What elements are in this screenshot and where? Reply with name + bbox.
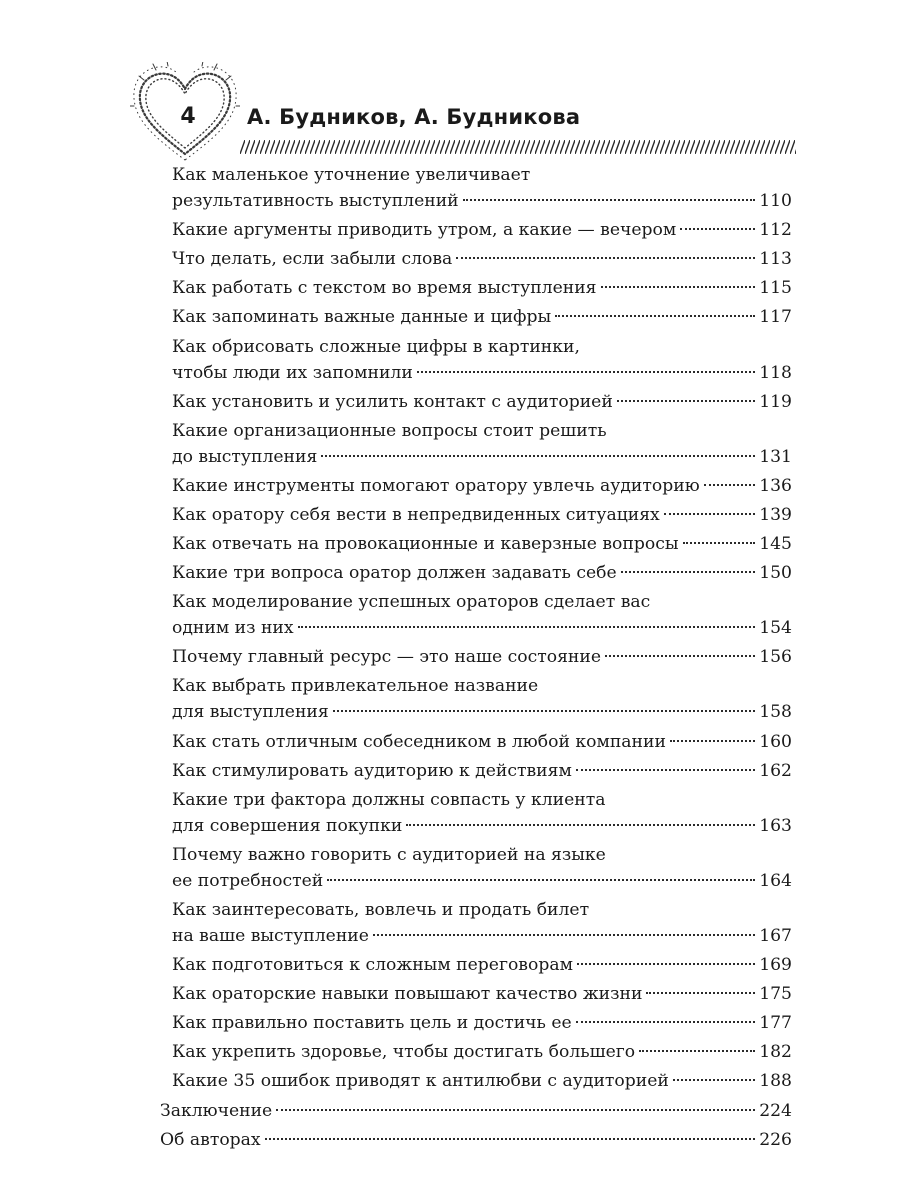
toc-entry [172,217,792,243]
toc-entry [172,897,792,949]
toc-entry-row [172,981,792,1007]
toc-entry-row [172,729,792,755]
dot-leader [673,1079,755,1081]
dot-leader [577,963,755,965]
toc-entry-title-line: Какие аргументы приводить утром, а какие — вечером [172,220,677,241]
dot-leader [298,626,756,628]
toc-entry [172,275,792,301]
toc-entry [160,1098,792,1124]
toc-entry [172,389,792,415]
toc-page-number: 110 [759,191,792,211]
toc-entry-title-line: Как маленькое уточнение увеличивает [172,165,531,185]
dot-leader [463,199,756,201]
toc-entry [172,531,792,557]
toc-entry [172,1010,792,1036]
toc-entry-title-line: Как обрисовать сложные цифры в картинки, [172,336,580,357]
toc-entry-row [172,360,792,386]
toc-entry [172,729,792,755]
toc-entry [172,1039,792,1065]
toc-entry-title-line: Как установить и усилить контакт с аудиторией [172,391,613,412]
dot-leader [605,655,755,657]
toc-entry [172,473,792,499]
toc-page-number: 131 [759,446,792,467]
dot-leader [617,400,755,402]
toc-entry-title-line: на ваше выступление [172,925,369,946]
toc-entry [172,502,792,528]
toc-page-number: 169 [759,955,792,975]
toc-entry-row [172,644,792,670]
toc-entry [172,560,792,586]
toc-entry [172,644,792,670]
toc-entry [172,842,792,894]
toc-entry-row [172,923,792,949]
dot-leader [555,315,755,317]
dot-leader [265,1138,756,1140]
dot-leader [576,1021,755,1023]
toc-entry-title-line: Что делать, если забыли слова [172,249,453,270]
dot-leader [276,1109,755,1111]
dot-leader [704,484,756,486]
toc-entry-title-line: Как работать с текстом во время выступления [172,278,597,299]
toc-entry-title-line: ее потребностей [172,870,324,891]
toc-entry-row [172,246,792,272]
dot-leader [683,542,756,544]
toc-entry-row [160,1098,792,1124]
toc-entry-title-line: Какие инструменты помогают оратору увлечь аудиторию [172,475,700,496]
toc-entry-title-line: Как запоминать важные данные и цифры [172,307,552,328]
toc-entry-title-line: до выступления [172,446,318,467]
toc-entry-row [172,1010,792,1036]
toc-entry-title-line: Как выбрать привлекательное название [172,676,539,697]
toc-entry-title-line: Об авторах [160,1129,261,1150]
toc-entry [172,1068,792,1094]
dot-leader [621,571,756,573]
toc-entry-row [172,304,792,330]
toc-entry [172,246,792,272]
toc-entry-title-line: Как укрепить здоровье, чтобы достигать большего [172,1042,636,1063]
dot-leader [327,879,755,881]
toc-page-number: 167 [759,925,792,946]
toc-page-number: 158 [759,702,792,723]
toc-entry-row [172,531,792,557]
dot-leader [406,824,755,826]
dot-leader [639,1050,755,1052]
toc-entry-row [172,473,792,499]
toc-entry-title-line: для совершения покупки [172,815,403,836]
toc-entry-row [172,275,792,301]
toc-entry [172,162,792,214]
toc-entry-row [172,1068,792,1094]
toc-entry [172,952,792,978]
toc-page-number: 156 [759,647,792,668]
toc-page-number: 145 [759,534,792,554]
toc-entry-row [172,217,792,243]
running-header [0,0,900,170]
toc-page-number: 115 [759,278,792,299]
toc-page-number: 150 [759,563,792,584]
toc-entry-title-line: Заключение [160,1100,273,1121]
toc-entry-title-line: Почему главный ресурс — это наше состояние [172,647,602,668]
toc-entry-title-line: Как отвечать на провокационные и каверзные вопросы [172,534,679,554]
toc-entry-title-line: одним из них [172,618,294,639]
toc-entry-title-line: Как подготовиться к сложным переговорам [172,955,573,975]
header-rule [240,140,796,154]
toc-entry [172,981,792,1007]
toc-entry-title-line: для выступления [172,702,329,723]
toc-page-number: 154 [759,618,792,639]
dot-leader [664,513,755,515]
toc-entry-title-line: Как правильно поставить цель и достичь ее [172,1013,572,1034]
dot-leader [576,769,755,771]
dot-leader [680,228,755,230]
toc-entry-row [172,560,792,586]
toc-page-number: 160 [759,731,792,752]
toc-page-number: 224 [759,1100,792,1121]
running-title-authors: А. Будников, А. Будникова [247,105,581,129]
toc-entry [172,304,792,330]
toc-page-number: 139 [759,504,792,525]
toc-entry-row [172,699,792,725]
toc-entry-title-line: Какие три фактора должны совпасть у клиента [172,789,606,810]
toc-entry-row [172,1039,792,1065]
toc-entry-row [172,813,792,839]
toc-entry [172,589,792,641]
toc-entry [172,673,792,725]
toc-entry [172,334,792,386]
toc-entry [172,758,792,784]
toc-page-number: 119 [759,391,792,412]
dot-leader [646,992,755,994]
toc-page-number: 163 [759,815,792,836]
dot-leader [373,934,755,936]
dot-leader [456,257,755,259]
toc-entry-title-line: чтобы люди их запомнили [172,362,413,383]
toc-entry-row [172,444,792,470]
dot-leader [321,455,755,457]
dot-leader [417,371,755,373]
toc-page-number: 164 [759,870,792,891]
toc-page-number: 177 [759,1013,792,1034]
toc-entry-title-line: результативность выступлений [172,191,459,211]
toc-entry-row [172,758,792,784]
toc-entry [160,1127,792,1153]
dot-leader [601,286,756,288]
toc-entry-row [172,188,792,214]
toc-page-number: 188 [759,1071,792,1092]
toc-page-number: 118 [759,362,792,383]
toc-page-number: 113 [759,249,792,270]
toc-entry-title-line: Какие 35 ошибок приводят к антилюбви с аудиторией [172,1071,669,1092]
toc-page-number: 162 [759,760,792,781]
toc-entry-title-line: Как ораторские навыки повышают качество жизни [172,984,643,1005]
toc-page-number: 226 [759,1129,792,1150]
dot-leader [333,710,755,712]
toc-entry-title-line: Как стимулировать аудиторию к действиям [172,760,572,781]
toc-entry-title-line: Как моделирование успешных ораторов сделает вас [172,592,651,613]
page-number: 4 [180,104,196,129]
toc-entry-title-line: Какие организационные вопросы стоит решить [172,420,607,441]
dot-leader [670,740,755,742]
toc-entry [172,787,792,839]
toc-entry-title-line: Как оратору себя вести в непредвиденных ситуациях [172,504,660,525]
toc-page-number: 182 [759,1042,792,1063]
toc-page-number: 117 [759,307,792,328]
toc-entry-title-line: Почему важно говорить с аудиторией на языке [172,844,606,865]
toc-entry-title-line: Как заинтересовать, вовлечь и продать билет [172,899,590,920]
toc-entry-row [172,868,792,894]
toc-entry-title-line: Какие три вопроса оратор должен задавать себе [172,563,617,584]
toc-page-number: 136 [759,475,792,496]
toc-entry-row [172,952,792,978]
toc-entry-row [160,1127,792,1153]
toc-page-number: 175 [759,984,792,1005]
toc-entry [172,418,792,470]
toc-page-number: 112 [759,220,792,241]
toc-entry-row [172,615,792,641]
toc-entry-title-line: Как стать отличным собеседником в любой компании [172,731,666,752]
toc-entry-row [172,389,792,415]
toc-entry-row [172,502,792,528]
